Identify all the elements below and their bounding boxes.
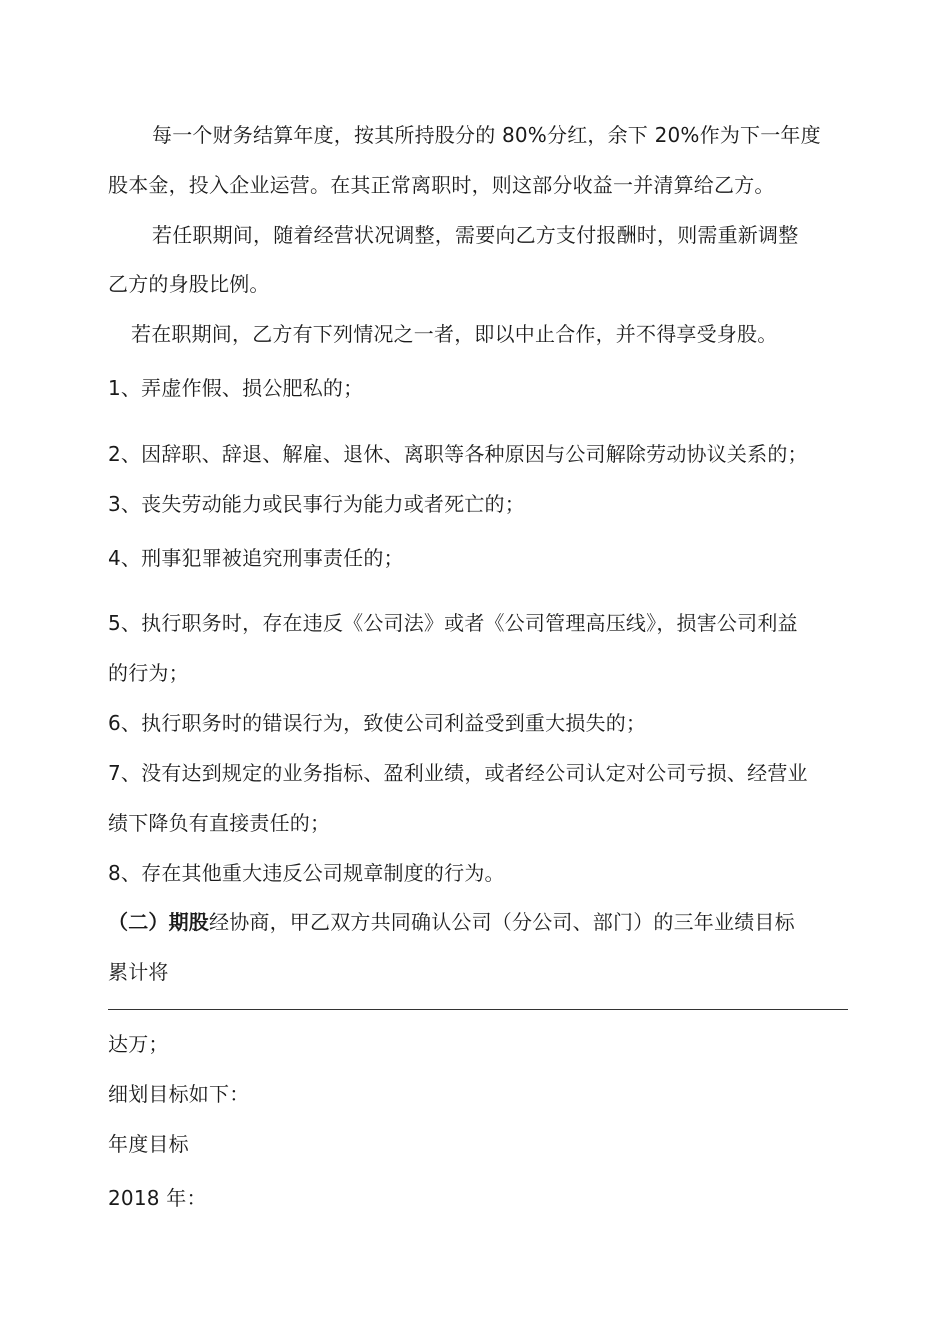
section-heading-line — [108, 909, 795, 935]
list-item: 5、执行职务时，存在违反《公司法》或者《公司管理高压线》，损害公司利益 — [108, 611, 798, 635]
list-item: 的行为； — [108, 661, 189, 685]
paragraph-line: 年度目标 — [108, 1132, 189, 1156]
list-item: 绩下降负有直接责任的； — [108, 811, 331, 835]
paragraph-line: 乙方的身股比例。 — [108, 272, 270, 296]
list-item: 1、弄虚作假、损公肥私的； — [108, 376, 364, 400]
paragraph-line: 累计将 — [108, 960, 169, 984]
list-item: 2、因辞职、辞退、解雇、退休、离职等各种原因与公司解除劳动协议关系的； — [108, 442, 808, 466]
paragraph-line: 细划目标如下： — [108, 1082, 250, 1106]
horizontal-rule — [108, 1009, 848, 1010]
paragraph-line: 每一个财务结算年度，按其所持股分的 80%分红，余下 20%作为下一年度 — [152, 123, 821, 147]
list-item: 7、没有达到规定的业务指标、盈利业绩，或者经公司认定对公司亏损、经营业 — [108, 761, 808, 785]
section-label: （二）期股 — [108, 910, 209, 934]
paragraph-line: 若任职期间，随着经营状况调整，需要向乙方支付报酬时，则需重新调整 — [152, 223, 799, 247]
paragraph-line: 达万； — [108, 1032, 169, 1056]
paragraph-line: 股本金，投入企业运营。在其正常离职时，则这部分收益一并清算给乙方。 — [108, 173, 775, 197]
section-text: 经协商，甲乙双方共同确认公司（分公司、部门）的三年业绩目标 — [209, 910, 795, 934]
list-item: 8、存在其他重大违反公司规章制度的行为。 — [108, 861, 505, 885]
paragraph-line: 若在职期间，乙方有下列情况之一者，即以中止合作，并不得享受身股。 — [131, 322, 778, 346]
list-item: 4、刑事犯罪被追究刑事责任的； — [108, 546, 404, 570]
paragraph-line: 2018 年： — [108, 1186, 207, 1210]
list-item: 6、执行职务时的错误行为，致使公司利益受到重大损失的； — [108, 711, 647, 735]
list-item: 3、丧失劳动能力或民事行为能力或者死亡的； — [108, 492, 525, 516]
